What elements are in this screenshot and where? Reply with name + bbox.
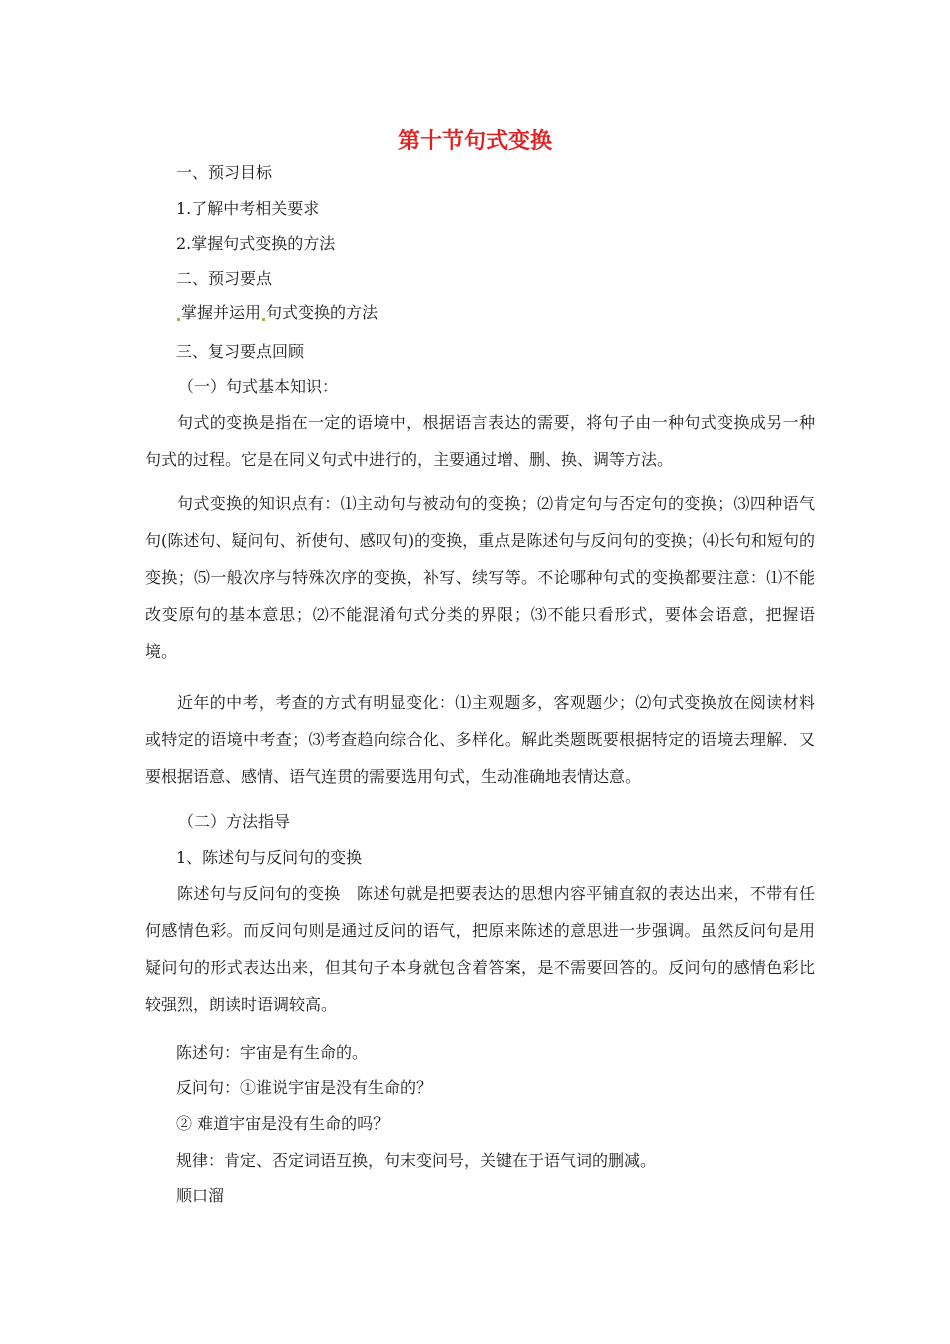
marker-dot — [262, 318, 265, 321]
rule-text: 规律：肯定、否定词语互换，句末变问号，关键在于语气词的删减。 — [176, 1151, 657, 1170]
paragraph-knowledge-points: 句式变换的知识点有：⑴主动句与被动句的变换；⑵肯定句与否定句的变换；⑶四种语气句(陈述句、疑问句、祈使句、感叹句)的变换，重点是陈述句与反问句的变换；⑷长句和短句的变换；⑸一般次序与特殊次序的变换，补写、续写等。不论哪种句式的变换都要注意：⑴不能改变原句的基本意思；⑵不能混淆句式分类的界限；⑶不能只看形式，要体会语意，把握语境。 — [145, 494, 815, 661]
section-heading-preview-goals: 一、预习目标 — [176, 163, 273, 182]
example-declarative: 陈述句：宇宙是有生命的。 — [176, 1043, 369, 1062]
preview-point-text-b: 句式变换的方法 — [266, 303, 379, 322]
example-rhetorical-1: 反问句：①谁说宇宙是没有生命的？ — [176, 1078, 433, 1097]
method-item-1-heading: 1、陈述句与反问句的变换 — [176, 848, 363, 867]
preview-point-text — [176, 303, 378, 323]
goal-item-2: 2.掌握句式变换的方法 — [176, 234, 336, 253]
paragraph-exam-trends: 近年的中考，考查的方式有明显变化：⑴主观题多，客观题少；⑵句式变换放在阅读材料或特定的语境中考查；⑶考查趋向综合化、多样化。解此类题既要根据特定的语境去理解．又要根据语意、感情、语气连贯的需要选用句式，生动准确地表情达意。 — [145, 693, 815, 786]
jingle-heading: 顺口溜 — [176, 1186, 225, 1205]
paragraph-declarative-rhetorical: 陈述句与反问句的变换 陈述句就是把要表达的思想内容平铺直叙的表达出来，不带有任何感情色彩。而反问句则是通过反问的语气，把原来陈述的意思进一步强调。虽然反问句是用疑问句的形式表达出来，但其句子本身就包含着答案，是不需要回答的。反问句的感情色彩比较强烈，朗读时语调较高。 — [145, 884, 815, 1014]
section-heading-preview-points: 二、预习要点 — [176, 269, 273, 288]
paragraph-definition: 句式的变换是指在一定的语境中，根据语言表达的需要，将句子由一种句式变换成另一种句式的过程。它是在同义句式中进行的，主要通过增、删、换、调等方法。 — [145, 413, 815, 469]
preview-point-text-a: 掌握并运用 — [181, 303, 262, 322]
subsection-heading-basics: （一）句式基本知识： — [178, 377, 339, 396]
marker-dot — [177, 318, 180, 321]
page-title: 第十节句式变换 — [397, 129, 552, 154]
goal-item-1: 1.了解中考相关要求 — [176, 199, 320, 218]
subsection-heading-method: （二）方法指导 — [178, 812, 291, 831]
example-rhetorical-2: ② 难道宇宙是没有生命的吗？ — [176, 1114, 390, 1133]
section-heading-review: 三、复习要点回顾 — [176, 342, 305, 361]
